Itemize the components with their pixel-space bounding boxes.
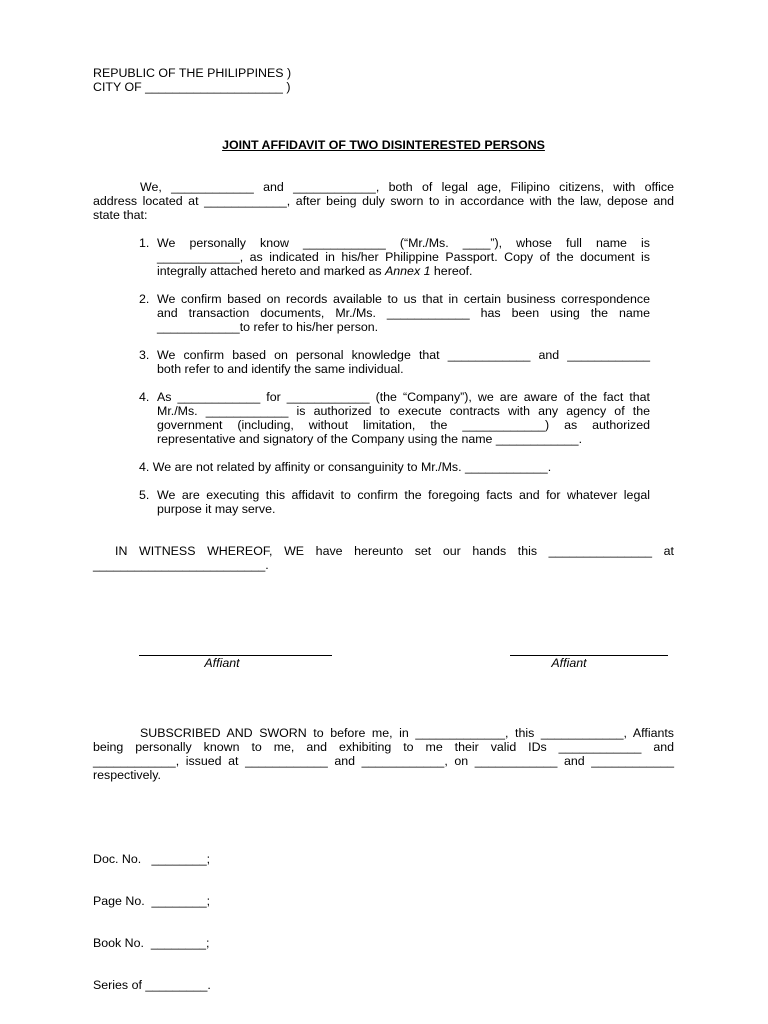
item-number: 4. bbox=[139, 390, 150, 404]
item-number: 5. bbox=[139, 488, 150, 502]
jurat-line-4: respectively. bbox=[93, 768, 161, 782]
jurat-paragraph bbox=[93, 726, 674, 782]
item-line: both refer to and identify the same individual. bbox=[157, 362, 404, 376]
list-item bbox=[139, 488, 650, 516]
item-line: As ____________ for ____________ (the “Company”), we are aware of the fact that bbox=[157, 390, 650, 404]
witness-paragraph bbox=[93, 544, 674, 572]
list-item bbox=[139, 460, 650, 474]
list-item bbox=[139, 348, 650, 376]
left-affiant-label: Affiant bbox=[204, 656, 240, 670]
jurat-line-3: ____________, issued at ____________ and ____________, on ____________ and ____________ bbox=[93, 754, 674, 768]
doc-number: Doc. No. ________; bbox=[93, 852, 211, 866]
witness-line-1: IN WITNESS WHEREOF, WE have hereunto set our hands this _______________ at bbox=[115, 544, 674, 558]
jurat-line-1: SUBSCRIBED AND SWORN to before me, in _____________, this ____________, Affiants bbox=[140, 726, 674, 740]
annex-reference: Annex 1 bbox=[385, 264, 431, 278]
book-number: Book No. ________; bbox=[93, 936, 210, 950]
intro-line-1: We, ____________ and ____________, both of legal age, Filipino citizens, with office bbox=[140, 180, 674, 194]
item-line: ____________, as indicated in his/her Philippine Passport. Copy of the document is bbox=[157, 250, 650, 264]
witness-line-2: _________________________. bbox=[93, 558, 269, 572]
item-text: integrally attached hereto and marked as bbox=[157, 264, 385, 278]
list-item bbox=[139, 236, 650, 278]
item-line: ____________to refer to his/her person. bbox=[157, 320, 379, 334]
header-republic: REPUBLIC OF THE PHILIPPINES ) bbox=[93, 66, 292, 80]
item-line: government (including, without limitation, the ____________) as authorized bbox=[157, 418, 650, 432]
intro-paragraph bbox=[93, 180, 674, 222]
list-item bbox=[139, 390, 650, 446]
item-line: representative and signatory of the Company using the name ____________. bbox=[157, 432, 583, 446]
right-affiant-label: Affiant bbox=[551, 656, 587, 670]
header-city: CITY OF ____________________ ) bbox=[93, 80, 291, 94]
item-number: 4. bbox=[139, 460, 150, 474]
item-line: We confirm based on personal knowledge that ____________ and ____________ bbox=[157, 348, 650, 362]
item-line: We confirm based on records available to us that in certain business correspondence bbox=[157, 292, 650, 306]
intro-line-3: state that: bbox=[93, 208, 148, 222]
item-number: 3. bbox=[139, 348, 150, 362]
item-line bbox=[157, 264, 650, 278]
series-of: Series of _________. bbox=[93, 978, 211, 992]
item-line: We are not related by affinity or consanguinity to Mr./Ms. ____________. bbox=[152, 460, 552, 474]
item-line: We personally know ____________ (“Mr./Ms. ____”), whose full name is bbox=[157, 236, 650, 250]
page-number: Page No. ________; bbox=[93, 894, 211, 908]
item-text: hereof. bbox=[430, 264, 473, 278]
item-line: Mr./Ms. ____________ is authorized to execute contracts with any agency of the bbox=[157, 404, 650, 418]
notarial-details bbox=[93, 824, 211, 1006]
item-line: and transaction documents, Mr./Ms. ____________ has been using the name bbox=[157, 306, 650, 320]
jurat-line-2: being personally known to me, and exhibiting to me their valid IDs ____________ and bbox=[93, 740, 674, 754]
item-number: 1. bbox=[139, 236, 150, 250]
document-title: JOINT AFFIDAVIT OF TWO DISINTERESTED PERSONS bbox=[222, 138, 545, 152]
item-number: 2. bbox=[139, 292, 150, 306]
item-line: We are executing this affidavit to confirm the foregoing facts and for whatever legal bbox=[157, 488, 650, 502]
list-item bbox=[139, 292, 650, 334]
item-line: purpose it may serve. bbox=[157, 502, 276, 516]
intro-line-2: address located at ____________, after being duly sworn to in accordance with the law, depose and bbox=[93, 194, 674, 208]
